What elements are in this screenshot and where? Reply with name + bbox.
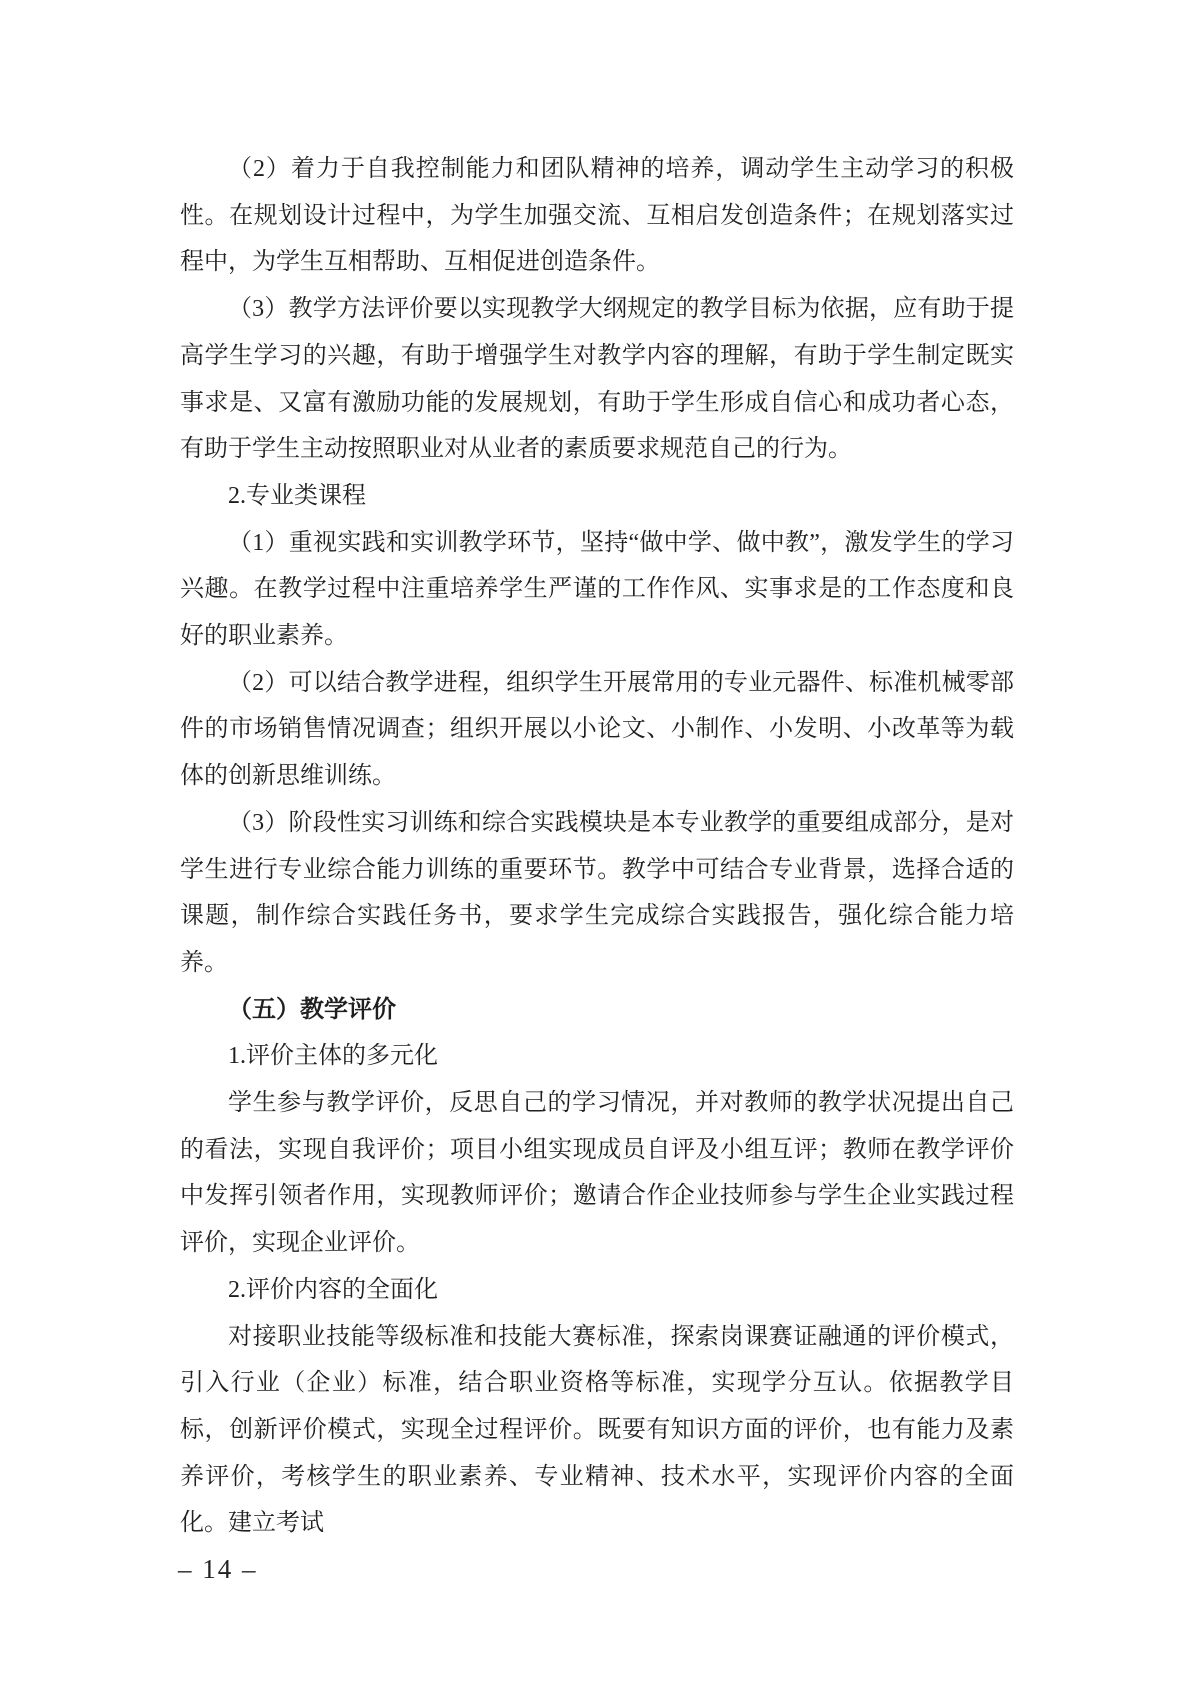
paragraph: 2.专业类课程 xyxy=(228,482,366,509)
paragraph: 学生参与教学评价，反思自己的学习情况，并对教师的教学状况提出自己的看法，实现自我评价；项目小组实现成员自评及小组互评；教师在教学评价中发挥引领者作用，实现教师评价；邀请合作企业技师参与学生企业实践过程评价，实现企业评价。 xyxy=(180,1090,1014,1257)
section-heading: （五）教学评价 xyxy=(228,996,396,1023)
paragraph: 2.评价内容的全面化 xyxy=(228,1276,438,1303)
document-body xyxy=(180,146,1014,1547)
paragraph: （3）阶段性实习训练和综合实践模块是本专业教学的重要组成部分，是对学生进行专业综合能力训练的重要环节。教学中可结合专业背景，选择合适的课题，制作综合实践任务书，要求学生完成综合实践报告，强化综合能力培养。 xyxy=(180,809,1014,976)
page-number: – 14 – xyxy=(178,1554,258,1584)
paragraph: （2）可以结合教学进程，组织学生开展常用的专业元器件、标准机械零部件的市场销售情况调查；组织开展以小论文、小制作、小发明、小改革等为载体的创新思维训练。 xyxy=(180,669,1014,790)
paragraph: （1）重视实践和实训教学环节，坚持“做中学、做中教”，激发学生的学习兴趣。在教学过程中注重培养学生严谨的工作作风、实事求是的工作态度和良好的职业素养。 xyxy=(180,529,1014,650)
paragraph: 对接职业技能等级标准和技能大赛标准，探索岗课赛证融通的评价模式，引入行业（企业）标准，结合职业资格等标准，实现学分互认。依据教学目标，创新评价模式，实现全过程评价。既要有知识方面的评价，也有能力及素养评价，考核学生的职业素养、专业精神、技术水平，实现评价内容的全面化。建立考试 xyxy=(180,1323,1014,1537)
paragraph: （2）着力于自我控制能力和团队精神的培养，调动学生主动学习的积极性。在规划设计过程中，为学生加强交流、互相启发创造条件；在规划落实过程中，为学生互相帮助、互相促进创造条件。 xyxy=(180,156,1014,276)
paragraph: （3）教学方法评价要以实现教学大纲规定的教学目标为依据，应有助于提高学生学习的兴趣，有助于增强学生对教学内容的理解，有助于学生制定既实事求是、又富有激励功能的发展规划，有助于学生形成自信心和成功者心态，有助于学生主动按照职业对从业者的素质要求规范自己的行为。 xyxy=(180,296,1014,463)
paragraph: 1.评价主体的多元化 xyxy=(228,1043,438,1070)
